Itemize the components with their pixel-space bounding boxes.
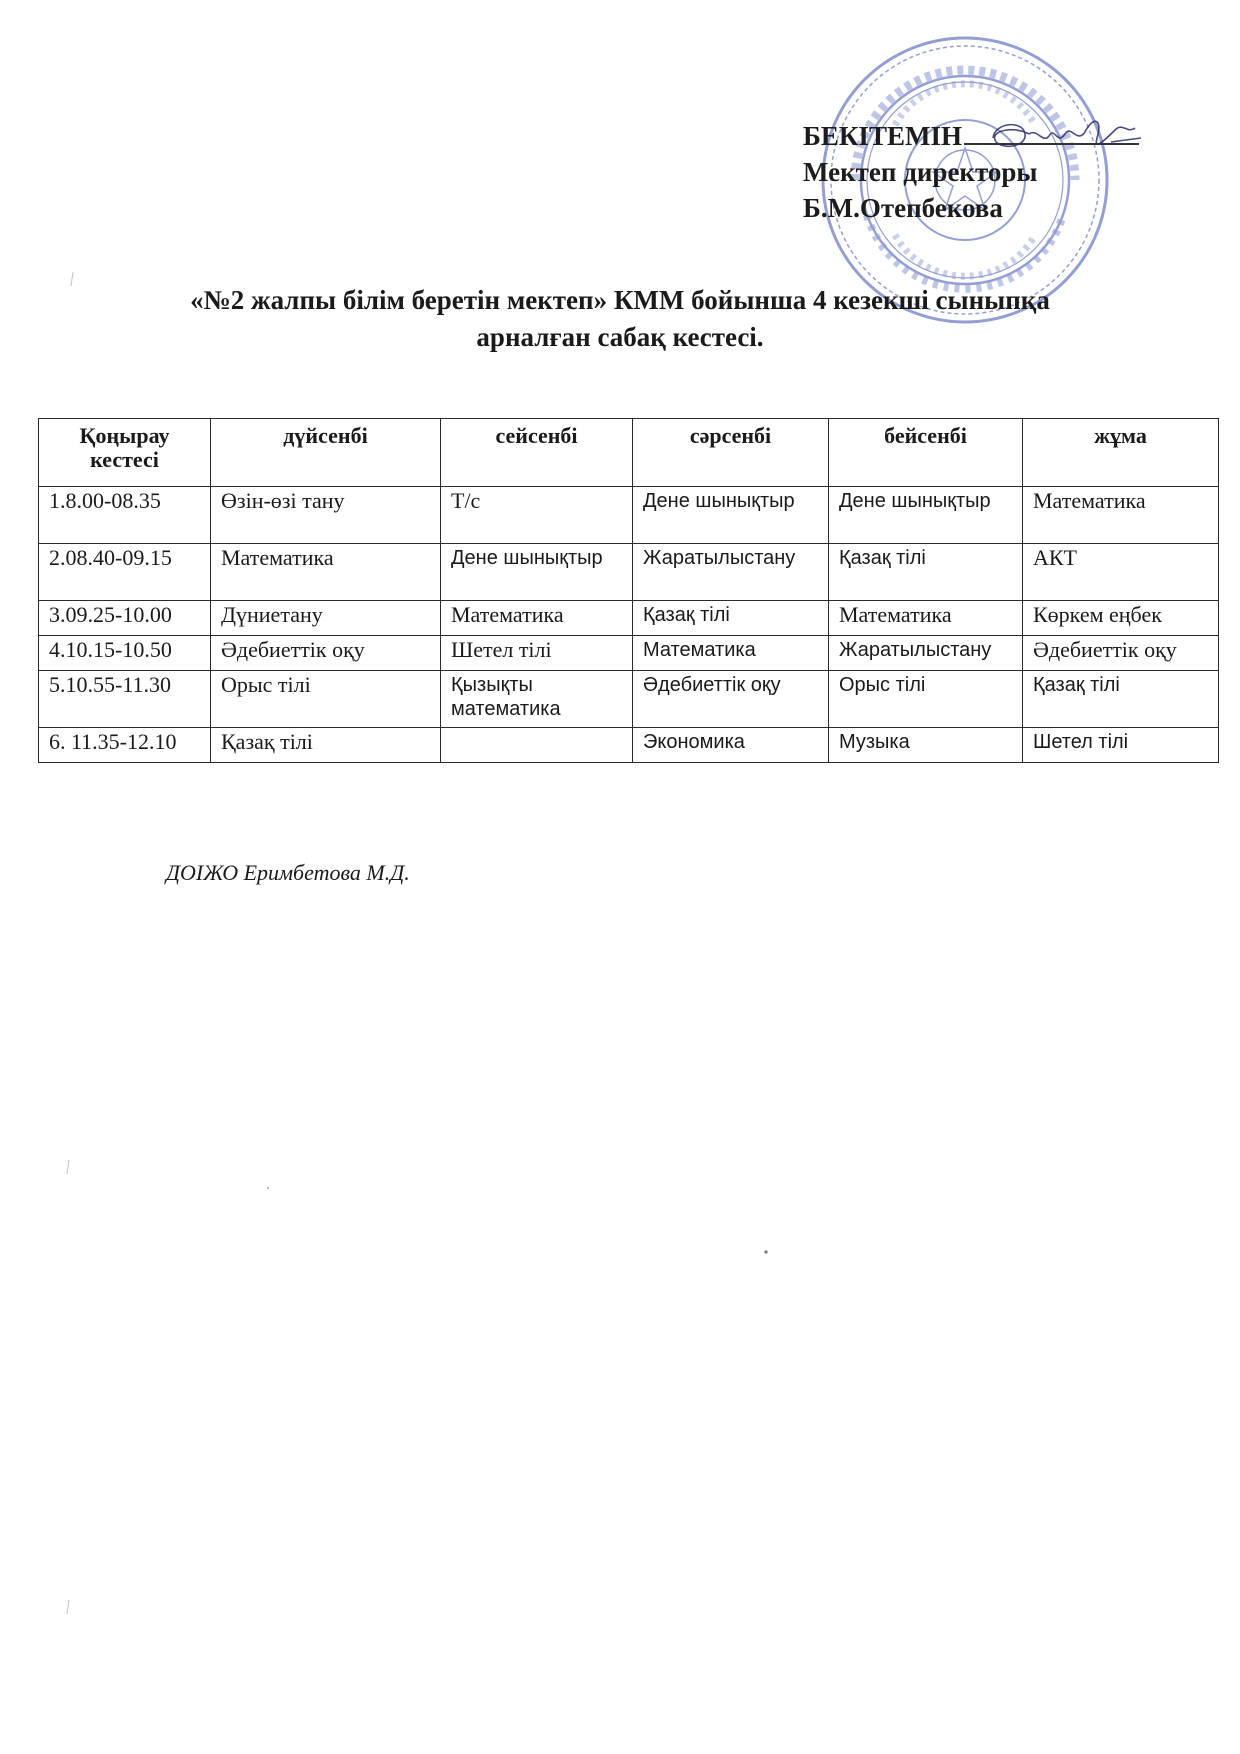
deputy-director-name: ДОІЖО Еримбетова М.Д. xyxy=(166,860,410,885)
lesson-time: 3.09.25-10.00 xyxy=(39,601,211,636)
lesson-time: 2.08.40-09.15 xyxy=(39,544,211,601)
lesson-cell: Әдебиеттік оқу xyxy=(211,636,441,671)
lesson-cell: Музыка xyxy=(829,728,1023,763)
lesson-cell: Орыс тілі xyxy=(211,671,441,728)
lesson-cell: Математика xyxy=(441,601,633,636)
lesson-cell: Әдебиеттік оқу xyxy=(1023,636,1219,671)
lesson-cell: Математика xyxy=(829,601,1023,636)
header-wednesday: сәрсенбі xyxy=(633,419,829,487)
lesson-cell: Әдебиеттік оқу xyxy=(633,671,829,728)
header-friday: жұма xyxy=(1023,419,1219,487)
title-line-1: «№2 жалпы білім беретін мектеп» КММ бойынша 4 кезекші сыныпқа xyxy=(190,285,1050,315)
lesson-cell: Дене шынықтыр xyxy=(633,487,829,544)
header-monday: дүйсенбі xyxy=(211,419,441,487)
header-thursday: бейсенбі xyxy=(829,419,1023,487)
director-name: Б.М.Отепбекова xyxy=(803,193,1003,223)
lesson-time: 5.10.55-11.30 xyxy=(39,671,211,728)
lesson-cell: Көркем еңбек xyxy=(1023,601,1219,636)
lesson-cell: Дене шынықтыр xyxy=(441,544,633,601)
lesson-cell: Қазақ тілі xyxy=(1023,671,1219,728)
approval-title: БЕКІТЕМІН xyxy=(803,121,962,151)
lesson-cell: Өзін-өзі тану xyxy=(211,487,441,544)
approval-position: Мектеп директоры xyxy=(803,157,1038,187)
lesson-cell: Қызықты математика xyxy=(441,671,633,728)
lesson-cell: Жаратылыстану xyxy=(829,636,1023,671)
lesson-cell: Математика xyxy=(633,636,829,671)
header-bell-schedule: Қоңырау кестесі xyxy=(39,419,211,487)
lesson-cell: Дүниетану xyxy=(211,601,441,636)
lesson-cell: Экономика xyxy=(633,728,829,763)
lesson-cell: Қазақ тілі xyxy=(211,728,441,763)
lesson-cell: Математика xyxy=(1023,487,1219,544)
lesson-cell: Дене шынықтыр xyxy=(829,487,1023,544)
lesson-cell: Шетел тілі xyxy=(441,636,633,671)
lesson-cell: Жаратылыстану xyxy=(633,544,829,601)
lesson-cell: Шетел тілі xyxy=(1023,728,1219,763)
lesson-cell: Қазақ тілі xyxy=(633,601,829,636)
lesson-cell: АКТ xyxy=(1023,544,1219,601)
lesson-time: 1.8.00-08.35 xyxy=(39,487,211,544)
title-line-2: арналған сабақ кестесі. xyxy=(476,322,764,352)
lesson-cell: Т/с xyxy=(441,487,633,544)
lesson-time: 4.10.15-10.50 xyxy=(39,636,211,671)
lesson-time: 6. 11.35-12.10 xyxy=(39,728,211,763)
header-tuesday: сейсенбі xyxy=(441,419,633,487)
lesson-cell: Қазақ тілі xyxy=(829,544,1023,601)
lesson-cell: Математика xyxy=(211,544,441,601)
lesson-cell: Орыс тілі xyxy=(829,671,1023,728)
